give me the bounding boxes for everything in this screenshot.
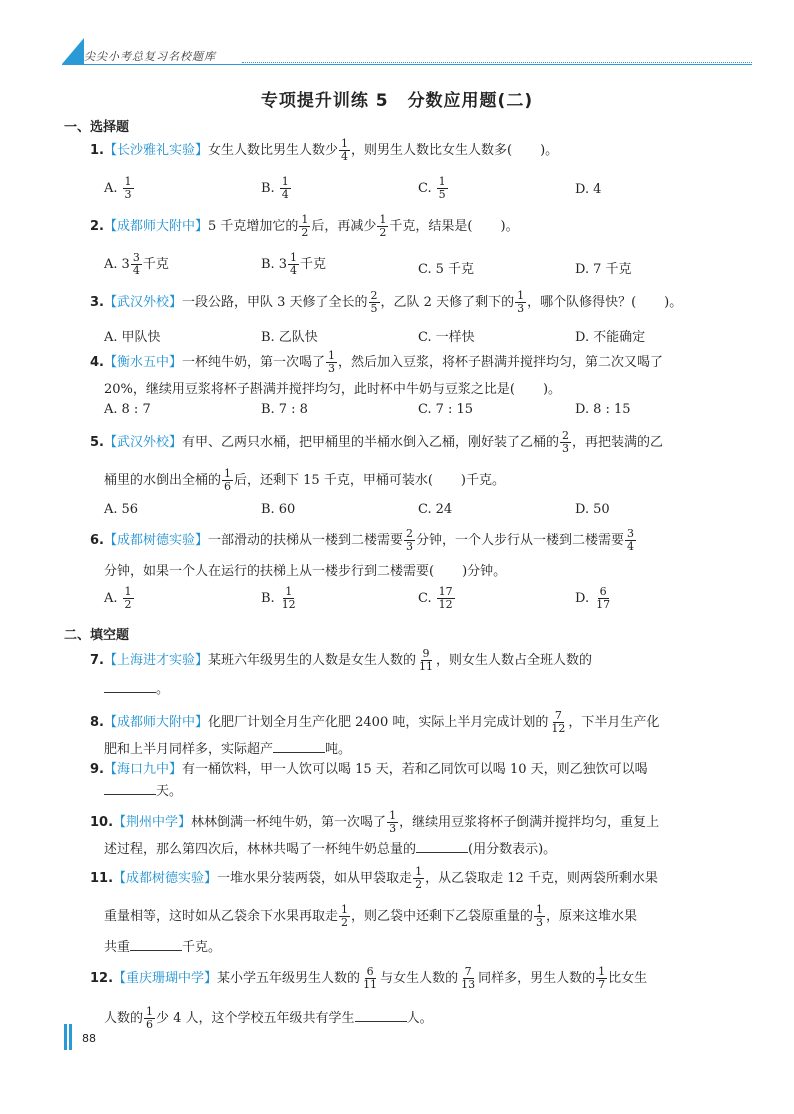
question-text: 分钟，如果一个人在运行的扶梯上从一楼步行到二楼需要( bbox=[104, 564, 435, 579]
question-1 bbox=[90, 138, 730, 163]
question-text: 与女生人数的 bbox=[380, 971, 459, 986]
question-text: 20%，继续用豆浆将杯子斟满并搅拌均匀，此时杯中牛奶与豆浆之比是( bbox=[104, 382, 515, 397]
question-source-tag: 【武汉外校】 bbox=[103, 295, 182, 310]
title-part1: 专项提升训练 5 bbox=[260, 91, 389, 111]
option-b[interactable]: B. 乙队快 bbox=[261, 330, 318, 345]
question-number: 9. bbox=[90, 762, 104, 777]
question-text: 千克。 bbox=[182, 940, 222, 955]
option-d[interactable]: D. 50 bbox=[575, 502, 610, 517]
option-c[interactable]: C. $\frac{1}{5}$ bbox=[418, 175, 446, 201]
question-3 bbox=[90, 290, 730, 315]
question-text: ，乙队 2 天修了剩下的 bbox=[380, 295, 515, 310]
fraction: $\frac{2}{5}$ bbox=[370, 289, 378, 315]
fraction: $\frac{1}{3}$ bbox=[389, 809, 397, 835]
question-number: 12. bbox=[90, 971, 114, 986]
question-text: 化肥厂计划全月生产化肥 2400 吨，实际上半月完成计划的 bbox=[208, 715, 549, 730]
question-text: 桶里的水倒出全桶的 bbox=[104, 473, 222, 488]
question-8 bbox=[90, 710, 730, 735]
question-text: 千克，结果是( bbox=[389, 219, 473, 234]
question-7-line2 bbox=[104, 680, 744, 700]
question-11-line2 bbox=[104, 904, 744, 929]
question-5-line2 bbox=[104, 468, 744, 493]
option-a[interactable]: A. 甲队快 bbox=[104, 330, 161, 345]
option-b[interactable]: B. $\frac{1}{4}$ bbox=[261, 175, 289, 201]
question-text: 同样多，男生人数的 bbox=[478, 971, 596, 986]
question-text: ，然后加入豆浆，将杯子斟满并搅拌均匀，第二次又喝了 bbox=[338, 355, 664, 370]
question-text: ，再把装满的乙 bbox=[572, 435, 664, 450]
option-d[interactable]: D. 8 : 15 bbox=[575, 402, 631, 417]
fraction: $\frac{1}{6}$ bbox=[146, 1005, 154, 1031]
question-text: 人。 bbox=[406, 1011, 433, 1026]
option-a[interactable]: A. 56 bbox=[104, 502, 139, 517]
title-part2: 分数应用题(二) bbox=[407, 91, 534, 111]
question-source-tag: 【重庆珊瑚中学】 bbox=[113, 971, 218, 986]
options-q5 bbox=[104, 502, 704, 524]
question-source-tag: 【成都师大附中】 bbox=[103, 715, 208, 730]
question-text: )。 bbox=[664, 295, 683, 310]
fraction: $\frac{3}{4}$ bbox=[627, 527, 635, 553]
question-text: ，从乙袋取走 12 千克，则两袋所剩水果 bbox=[425, 871, 658, 886]
option-c[interactable]: C. 一样快 bbox=[418, 330, 475, 345]
options-q1 bbox=[104, 175, 704, 201]
question-text: (用分数表示)。 bbox=[468, 842, 557, 857]
fraction: $\frac{1}{4}$ bbox=[341, 137, 349, 163]
option-c[interactable]: C. 7 : 15 bbox=[418, 402, 474, 417]
footer-bar-decoration bbox=[69, 1024, 72, 1050]
question-text: 天。 bbox=[156, 784, 183, 799]
fraction: $\frac{1}{2}$ bbox=[415, 865, 423, 891]
fraction: $\frac{1}{3}$ bbox=[517, 289, 525, 315]
question-4 bbox=[90, 350, 730, 375]
option-b[interactable]: B. $\frac{1}{12}$ bbox=[261, 585, 296, 611]
question-text: )千克。 bbox=[460, 473, 505, 488]
question-2 bbox=[90, 214, 730, 239]
option-d[interactable]: D. 不能确定 bbox=[575, 330, 646, 345]
answer-blank[interactable] bbox=[355, 1010, 407, 1022]
question-11-line3 bbox=[104, 938, 744, 958]
question-source-tag: 【成都树德实验】 bbox=[113, 871, 218, 886]
question-8-line2 bbox=[104, 740, 744, 760]
question-source-tag: 【荆州中学】 bbox=[113, 815, 192, 830]
option-d[interactable]: D. $\frac{6}{17}$ bbox=[575, 585, 611, 611]
options-q6 bbox=[104, 585, 704, 611]
question-text: 后，还剩下 15 千克，甲桶可装水( bbox=[234, 473, 433, 488]
question-text: 一堆水果分装两袋，如从甲袋取走 bbox=[217, 871, 413, 886]
question-number: 2. bbox=[90, 219, 104, 234]
question-text: 少 4 人，这个学校五年级共有学生 bbox=[156, 1011, 355, 1026]
question-text: 人数的 bbox=[104, 1011, 144, 1026]
question-number: 5. bbox=[90, 435, 104, 450]
question-number: 8. bbox=[90, 715, 104, 730]
answer-blank[interactable] bbox=[104, 783, 156, 795]
fraction: $\frac{2}{3}$ bbox=[406, 527, 414, 553]
answer-blank[interactable] bbox=[273, 741, 325, 753]
fraction: $\frac{1}{2}$ bbox=[301, 213, 309, 239]
option-b[interactable]: B. 60 bbox=[261, 502, 296, 517]
option-a[interactable]: A. $\frac{1}{2}$ bbox=[104, 585, 132, 611]
question-9-line2 bbox=[104, 782, 744, 802]
question-text: 林林倒满一杯纯牛奶，第一次喝了 bbox=[191, 815, 387, 830]
question-text: ，则男生人数比女生人数多( bbox=[351, 143, 513, 158]
question-text: )分钟。 bbox=[462, 564, 507, 579]
question-6 bbox=[90, 528, 730, 553]
option-b[interactable]: B. 7 : 8 bbox=[261, 402, 308, 417]
fraction: $\frac{1}{3}$ bbox=[536, 903, 544, 929]
answer-blank[interactable] bbox=[130, 939, 182, 951]
question-text: 一部滑动的扶梯从一楼到二楼需要 bbox=[208, 533, 404, 548]
option-c[interactable]: C. 24 bbox=[418, 502, 453, 517]
options-q4 bbox=[104, 402, 704, 424]
section-fill-heading: 二、填空题 bbox=[64, 628, 130, 643]
question-7 bbox=[90, 648, 730, 673]
fraction: $\frac{2}{3}$ bbox=[562, 429, 570, 455]
page-number: 88 bbox=[82, 1032, 96, 1045]
question-source-tag: 【海口九中】 bbox=[103, 762, 182, 777]
question-source-tag: 【武汉外校】 bbox=[103, 435, 182, 450]
question-number: 4. bbox=[90, 355, 104, 370]
question-text: 女生人数比男生人数少 bbox=[208, 143, 339, 158]
question-4-line2 bbox=[104, 380, 744, 400]
question-text: 比女生 bbox=[608, 971, 648, 986]
header-band bbox=[84, 48, 234, 64]
fraction: $\frac{1}{2}$ bbox=[341, 903, 349, 929]
fraction: $\frac{6}{11}$ bbox=[363, 965, 378, 991]
question-10 bbox=[90, 810, 730, 835]
question-text: 重量相等，这时如从乙袋余下水果再取走 bbox=[104, 909, 339, 924]
question-source-tag: 【成都树德实验】 bbox=[103, 533, 208, 548]
question-text: 某班六年级男生的人数是女生人数的 bbox=[208, 653, 417, 668]
header-dotted-line bbox=[242, 62, 752, 63]
question-text: 一段公路，甲队 3 天修了全长的 bbox=[182, 295, 368, 310]
question-text: ，则女生人数占全班人数的 bbox=[436, 653, 593, 668]
question-text: ，继续用豆浆将杯子倒满并搅拌均匀，重复上 bbox=[399, 815, 660, 830]
question-11 bbox=[90, 866, 730, 891]
question-text: 某小学五年级男生人数的 bbox=[217, 971, 361, 986]
page-title bbox=[0, 86, 794, 111]
options-q2 bbox=[104, 251, 704, 277]
question-text: ，下半月生产化 bbox=[568, 715, 660, 730]
option-a[interactable]: A. 8 : 7 bbox=[104, 402, 151, 417]
option-d[interactable]: D. 7 千克 bbox=[575, 262, 632, 277]
fraction: $\frac{7}{13}$ bbox=[461, 965, 476, 991]
question-text: 5 千克增加它的 bbox=[208, 219, 299, 234]
header-triangle-decoration bbox=[62, 38, 84, 64]
question-text: 有甲、乙两只水桶，把甲桶里的半桶水倒入乙桶，刚好装了乙桶的 bbox=[182, 435, 560, 450]
question-text: 。 bbox=[156, 682, 170, 697]
question-12 bbox=[90, 966, 730, 991]
question-text: 分钟，一个人步行从一楼到二楼需要 bbox=[416, 533, 625, 548]
option-d[interactable]: D. 4 bbox=[575, 182, 602, 197]
fraction: $\frac{1}{7}$ bbox=[598, 965, 606, 991]
question-text: )。 bbox=[500, 219, 519, 234]
question-text: ，哪个队修得快？( bbox=[527, 295, 637, 310]
question-text: 共重 bbox=[104, 940, 131, 955]
option-c[interactable]: C. 5 千克 bbox=[418, 262, 475, 277]
header-band-text: 尖尖小考总复习名校题库 bbox=[84, 50, 216, 63]
question-text: 吨。 bbox=[325, 742, 352, 757]
question-text: )。 bbox=[540, 143, 559, 158]
question-source-tag: 【长沙雅礼实验】 bbox=[103, 143, 208, 158]
fraction: $\frac{9}{11}$ bbox=[419, 647, 434, 673]
question-9 bbox=[90, 760, 730, 780]
question-text: ，则乙袋中还剩下乙袋原重量的 bbox=[351, 909, 534, 924]
answer-blank[interactable] bbox=[416, 841, 468, 853]
question-5 bbox=[90, 430, 730, 455]
question-text: )。 bbox=[542, 382, 562, 397]
footer-bar-decoration bbox=[64, 1024, 67, 1050]
question-text: 肥和上半月同样多，实际超产 bbox=[104, 742, 274, 757]
option-c[interactable]: C. $\frac{17}{12}$ bbox=[418, 585, 453, 611]
fraction: $\frac{1}{6}$ bbox=[224, 467, 232, 493]
question-source-tag: 【成都师大附中】 bbox=[103, 219, 208, 234]
fraction: $\frac{1}{2}$ bbox=[379, 213, 387, 239]
header-rule bbox=[62, 64, 752, 65]
question-number: 10. bbox=[90, 815, 114, 830]
question-number: 3. bbox=[90, 295, 104, 310]
question-number: 1. bbox=[90, 143, 104, 158]
option-a[interactable]: A. 3 $\frac{3}{4}$ 千克 bbox=[104, 251, 169, 277]
option-a[interactable]: A. $\frac{1}{3}$ bbox=[104, 175, 132, 201]
section-choice-heading: 一、选择题 bbox=[64, 120, 130, 135]
options-q3 bbox=[104, 326, 704, 348]
option-b[interactable]: B. 3 $\frac{1}{4}$ 千克 bbox=[261, 251, 326, 277]
question-text: 有一桶饮料，甲一人饮可以喝 15 天，若和乙同饮可以喝 10 天，则乙独饮可以喝 bbox=[182, 762, 648, 777]
question-text: ，原来这堆水果 bbox=[546, 909, 638, 924]
question-number: 11. bbox=[90, 871, 114, 886]
question-number: 7. bbox=[90, 653, 104, 668]
question-12-line2 bbox=[104, 1006, 744, 1031]
question-source-tag: 【上海进才实验】 bbox=[103, 653, 208, 668]
fraction: $\frac{1}{3}$ bbox=[328, 349, 336, 375]
answer-blank[interactable] bbox=[104, 681, 156, 693]
question-text: 一杯纯牛奶，第一次喝了 bbox=[182, 355, 326, 370]
question-10-line2 bbox=[104, 840, 744, 860]
question-text: 后，再减少 bbox=[311, 219, 377, 234]
question-6-line2 bbox=[104, 562, 744, 582]
fraction: $\frac{7}{12}$ bbox=[551, 709, 566, 735]
question-source-tag: 【衡水五中】 bbox=[103, 355, 182, 370]
question-number: 6. bbox=[90, 533, 104, 548]
question-text: 述过程，那么第四次后，林林共喝了一杯纯牛奶总量的 bbox=[104, 842, 417, 857]
page-header bbox=[62, 38, 752, 68]
